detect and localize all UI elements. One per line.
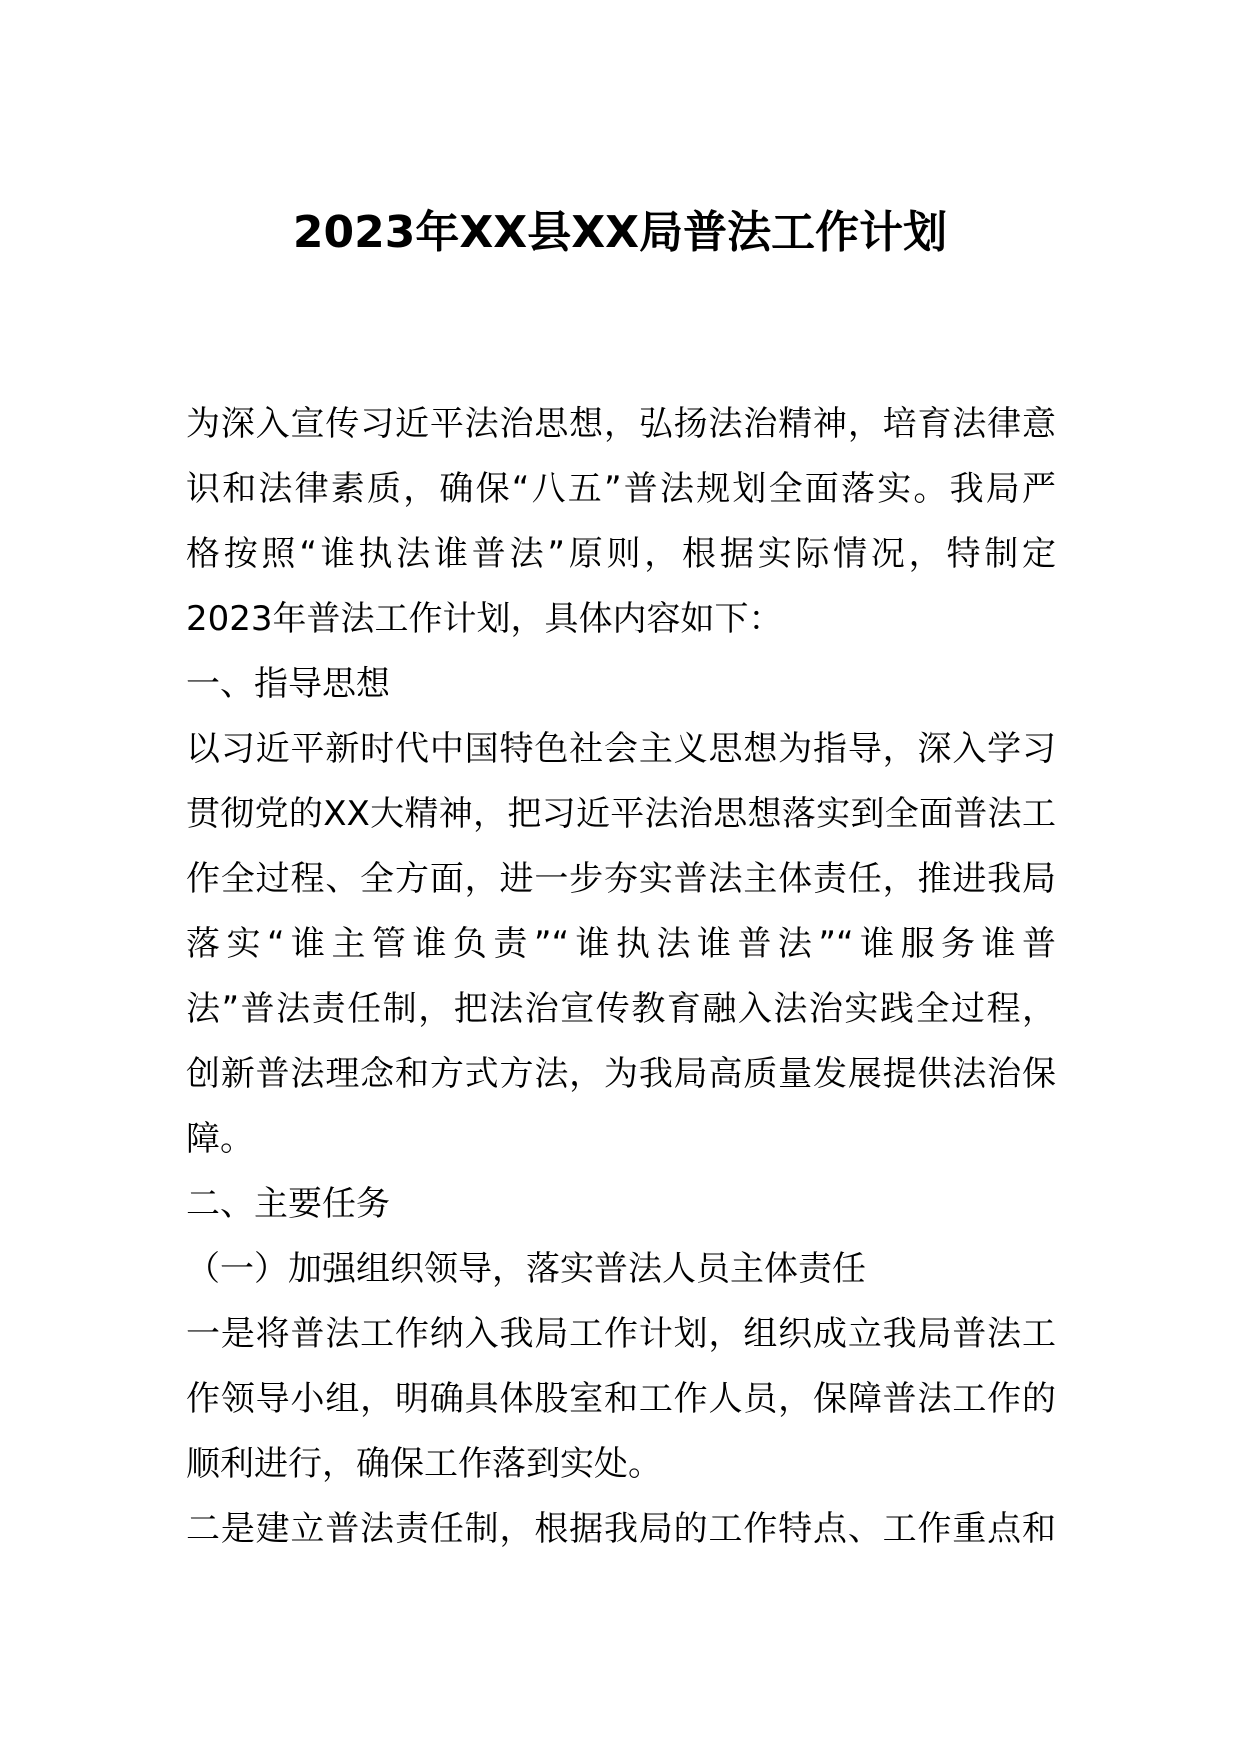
paragraph-line: 识和法律素质，确保“八五”普法规划全面落实。我局严: [186, 469, 1056, 509]
paragraph-line: 落实“谁主管谁负责”“谁执法谁普法”“谁服务谁普: [186, 924, 1056, 964]
paragraph-line: 一、指导思想: [186, 664, 390, 704]
paragraph-line: （一）加强组织领导，落实普法人员主体责任: [186, 1249, 866, 1289]
paragraph-line: 法”普法责任制，把法治宣传教育融入法治实践全过程，: [186, 989, 1056, 1029]
paragraph-line: 以习近平新时代中国特色社会主义思想为指导，深入学习: [186, 729, 1056, 769]
paragraph-line: 一是将普法工作纳入我局工作计划，组织成立我局普法工: [186, 1314, 1056, 1354]
paragraph-line: 作领导小组，明确具体股室和工作人员，保障普法工作的: [186, 1379, 1056, 1419]
document-body: [186, 392, 1056, 1562]
document-title: 2023年XX县XX局普法工作计划: [292, 207, 948, 258]
paragraph-line: 贯彻党的XX大精神，把习近平法治思想落实到全面普法工: [186, 794, 1056, 834]
paragraph-line: 障。: [186, 1119, 254, 1159]
paragraph-line: 2023年普法工作计划，具体内容如下：: [186, 599, 783, 639]
paragraph-line: 二是建立普法责任制，根据我局的工作特点、工作重点和: [186, 1509, 1056, 1549]
paragraph-line: 二、主要任务: [186, 1184, 390, 1224]
paragraph-line: 作全过程、全方面，进一步夯实普法主体责任，推进我局: [186, 859, 1056, 899]
paragraph-line: 顺利进行，确保工作落到实处。: [186, 1444, 662, 1484]
paragraph-line: 为深入宣传习近平法治思想，弘扬法治精神，培育法律意: [186, 404, 1056, 444]
paragraph-line: 格按照“谁执法谁普法”原则，根据实际情况，特制定: [186, 534, 1056, 574]
paragraph-line: 创新普法理念和方式方法，为我局高质量发展提供法治保: [186, 1054, 1056, 1094]
